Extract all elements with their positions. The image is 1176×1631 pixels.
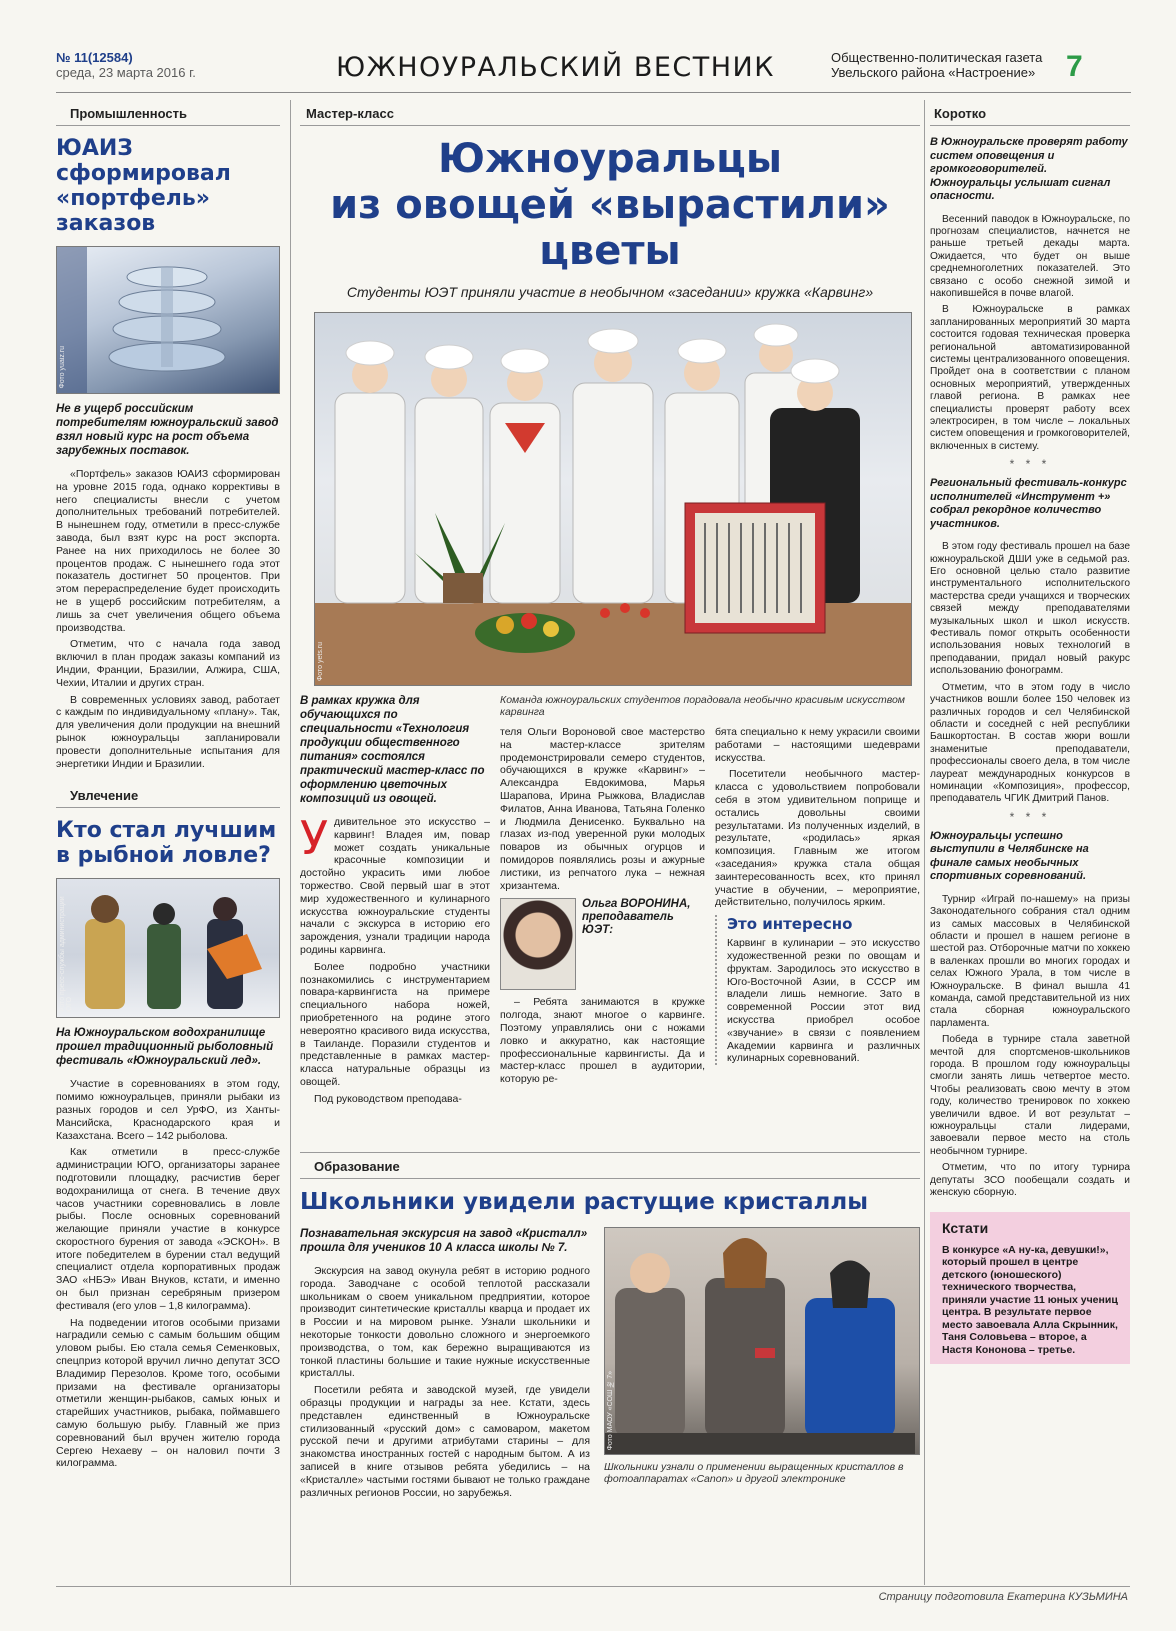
fishermen-illustration xyxy=(57,879,280,1017)
article-paragraph: Более подробно участники познакомились с инструментарием повара-карвингиста на примере специального набора ножей, приобретенного на родине этого невероятно красивого вида искусства, в Таиланде. Поразили студентов и представленные в рамках мастер-класса натуральные образцы из овощей. xyxy=(300,960,490,1088)
article-paragraph: Под руководством преподава- xyxy=(314,1092,462,1105)
article-paragraph: В современных условиях завод, работает с каждым по индивидуальному «плану». Так, для увеличения доли продукции на внешний рынок южноуральцы запланировали провести дополнительные испытания для энергетики Индии и Бразилии. xyxy=(56,693,280,770)
insulators-photo xyxy=(56,246,280,394)
schoolchildren-photo xyxy=(604,1227,920,1455)
article-paragraph: Участие в соревнованиях в этом году, помимо южноуральцев, приняли рыбаки из разных городов и сел УрФО, из Ханты-Мансийска, Краснодарского края и Казахстана. Всего – 142 рыболова. xyxy=(56,1078,280,1142)
brief-paragraph: В Южноуральске в рамках запланированных мероприятий 30 марта состоится годовая техническая проверка региональной автоматизированной системы централизованного оповещения. Пройдет она в соответствии с планом основных мероприятий, утвержденных главой региона. В рамках нее специалисты проверят работу всех электросирен, в том числе – локальных систем оповещения и громкоговорителей, включенных в систему. xyxy=(930,304,1130,452)
article-paragraph: Отметим, что с начала года завод включил в план продаж заказы компаний из Индии, Франции, Бразилии, Алжира, США, Чехии, Италии и других стран. xyxy=(56,638,280,689)
rubric-industry: Промышленность xyxy=(56,100,280,126)
publisher-line: Увельского района «Настроение» xyxy=(831,65,1036,80)
photo-credit: Фото МАОУ «СОШ № 7» xyxy=(607,1370,614,1450)
brief-lead: В Южноуральске проверят работу систем оповещения и громкоговорителей. Южноуральцы услышат сигнал опасности. xyxy=(930,136,1128,202)
issue-date: среда, 23 марта 2016 г. xyxy=(56,65,196,80)
rubric-hobby: Увлечение xyxy=(56,782,280,808)
carving-students-photo xyxy=(314,312,912,686)
brief-paragraph: Турнир «Играй по-нашему» на призы Законодательного собрания стал одним из самых массовых в Челябинской области и прошел в нашем регионе в шестой раз. Отборочные матчи по хоккею в валенках прошли во многих городах и селах Южного Урала, в том числе в Южноуральске. В финал вышла 41 команда, самой представительной из них стала сборная южноуральского парламента. xyxy=(930,893,1130,1029)
brief-paragraph: Весенний паводок в Южноуральске, по прогнозам специалистов, начнется не раньше третьей декады марта. Ожидается, что будет он выше среднемноголетних показателей. Это связано с особо снежной зимой и накопившейся в почве влагой. xyxy=(930,213,1130,299)
article-lead: Не в ущерб российским потребителям южноуральский завод взял новый курс на рост объема зарубежных поставок. xyxy=(56,403,279,457)
by-the-way-title: Кстати xyxy=(942,1219,989,1236)
photo-caption: Школьники узнали о применении выращенных кристаллов в фотоаппаратах «Canon» и другой электронике xyxy=(604,1461,904,1485)
fact-box xyxy=(715,915,920,1065)
article-headline: ЮАИЗ сформировал «портфель» заказов xyxy=(56,136,231,236)
fact-box-text: Карвинг в кулинарии – это искусство художественной резки по овощам и фруктам. Зародилось это искусство в Юго-Восточной Азии, в СССР им владели лишь немногие. Зато в современной России этот вид искусства приобрел особое «звучание» в связи с появлением Академии карвинга и различных кулинарных соревнований. xyxy=(727,937,920,1065)
rubric-brief: Коротко xyxy=(930,100,1130,126)
article-paragraph: Как отметили в пресс-службе администрации ЮГО, организаторы заранее подготовили площадку, расчистив берег водохранилища от снега. В течение двух часов участники соревновались в ловле рыбы. После основных соревнований желающие приняли участие в конкурсе скоростного бурения от завода «ЭСКОН». В итоге победителем в бурении стал ведущий специалист отдела корпоративных продаж ЗАО «НБЭ» Иван Внуков, кстати, и именно он был признан серебряным призером фестиваля (его улов – 1,8 килограмма). xyxy=(56,1146,280,1312)
article-lead: На Южноуральском водохранилище прошел традиционный рыболовный фестиваль «Южноуральский лед». xyxy=(56,1027,274,1068)
drop-cap: У xyxy=(300,811,329,865)
article-paragraph: Посетили ребята и заводской музей, где увидели образцы продукции и награды за нее. Кстати, здесь представлен единственный в Южноуральске стилизованный «русский дом» с самоваром, макетом русской печи и другими атрибутами старины – для знакомства иностранных гостей с народным бытом. А из записей в книге отзывов ребята убедились – на «Кристалле» частыми гостями бывают не только граждане различных регионов России, но зарубежья. xyxy=(300,1384,590,1499)
issue-number: № 11(12584) xyxy=(56,50,133,65)
column-divider xyxy=(924,100,925,1585)
publisher-info xyxy=(831,50,1042,80)
page-number: 7 xyxy=(1066,50,1083,83)
separator-stars: * * * xyxy=(1009,809,1051,824)
brief-paragraph: В этом году фестиваль прошел на базе южноуральской ДШИ уже в седьмой раз. Его основной целью стало развитие инструментального исполнительского мастерства среди учащихся и творческих связей между преподавателями музыкальных школ и школ искусств. Фестиваль помог открыть особенности использования новых технологий в преподавании, придал новый ракурс использованию фонограмм. xyxy=(930,541,1130,677)
rubric-education: Образование xyxy=(300,1152,920,1179)
main-headline-line: из овощей «вырастили» цветы xyxy=(330,182,890,274)
rubric-masterclass: Мастер-класс xyxy=(300,100,920,126)
brief-lead: Южноуральцы успешно выступили в Челябинске на финале самых необычных спортивных соревнований. xyxy=(930,829,1089,883)
column-divider xyxy=(290,100,291,1585)
brief-paragraph: Отметим, что в этом году в число участников вошли более 150 человек из различных городов и сел Челябинской области и соседней с ней республики Башкортостан. В состав жюри вошли знаменитые преподаватели, профессионалы своего дела, в том числе лауреат международных конкурсов в номинации «Композиция», профессор, преподаватель ЧГИК Дмитрий Панов. xyxy=(930,681,1130,805)
teacher-portrait xyxy=(500,898,576,990)
by-the-way-text: В конкурсе «А ну-ка, девушки!», который прошел в центре детского (юношеского) технического творчества, приняли участие 11 юных учениц центра. В результате первое место завоевала Алла Скрынник, Таня Соловьева – второе, а Настя Кононова – третье. xyxy=(942,1243,1118,1356)
brief-paragraph: Победа в турнире стала заветной мечтой для спортсменов-школьников города. В прошлом году южноуральцы смогли занять лишь четвертое место. Чтобы реализовать свою мечту в этом году, количество тренировок по хоккею увеличили вдвое. И вот результат – южноуральцы стали лидерами, завоевали первое место на столь необычном турнире. xyxy=(930,1034,1130,1157)
page-footer: Страницу подготовила Екатерина КУЗЬМИНА xyxy=(878,1591,1128,1603)
left-column xyxy=(56,100,280,1585)
article-paragraph: Удивительное это искусство – карвинг! Владея им, повар может создать уникальные красочные композиции и достойно украсить ими любое торжество. Свой первый шаг в этот мир художественного и кулинарного искусства южноуральские студенты начали с экскурса в историю его зарождения, узнали традиции народа родины карвинга. xyxy=(300,811,490,956)
by-the-way-box xyxy=(930,1212,1130,1365)
right-column xyxy=(930,100,1130,1585)
masthead xyxy=(56,46,1131,93)
students-in-chef-uniforms-illustration xyxy=(315,313,911,685)
education-headline: Школьники увидели растущие кристаллы xyxy=(300,1189,869,1215)
article-paragraph: бята специально к нему украсили своими работами – настоящими шедеврами искусства. xyxy=(715,726,920,764)
education-lead: Познавательная экскурсия на завод «Кристалл» прошла для учеников 10 А класса школы № 7. xyxy=(300,1228,588,1254)
quote-text: – Ребята занимаются в кружке полгода, знают многое о карвинге. Поэтому управлялись они с ножами ловко и аккуратно, как настоящие профессиональные карвингисты. Да и мастер-класс прошел в аудитории, которую ре- xyxy=(500,996,705,1086)
main-headline xyxy=(300,136,920,274)
article-paragraph: «Портфель» заказов ЮАИЗ сформирован на уровне 2015 года, однако коррективы в него специалисты внесли с учетом дополнительных требований потребителей. В нынешнем году, отметили в пресс-службе завода, был взят курс на рост экспорта. Ранее на них приходилось не более 30 процентов продаж. С нынешнего года этот показатель достигнет 50 процентов. При этом перераспределение будет происходить не в ущерб российским потребителям, а лишь за счет увеличения общего объема производства. xyxy=(56,468,280,634)
glass-insulators-illustration xyxy=(57,247,280,393)
article-paragraph: Посетители необычного мастер-класса с удовольствием попробовали себя в этом удивительном поприще и остались довольны своими результатами. Из полученных изделий, в результате, «родилась» яркая композиция. Главным же итогом «заседания» кружка стала общая заинтересованность всех, кто принял участие в обучении, – мероприятие, действительно, получилось ярким. xyxy=(715,768,920,909)
article-headline: Кто стал лучшим в рыбной ловле? xyxy=(56,818,277,869)
photo-credit: Фото yuaiz.ru xyxy=(59,346,66,389)
publisher-line: Общественно-политическая газета xyxy=(831,50,1043,65)
article-paragraph: теля Ольги Вороновой свое мастерство на мастер-классе зрителям продемонстрировали семеро студентов, обучающихся в кружке «Карвинг» – Александра Евдокимова, Марья Шарапова, Ирина Рыжкова, Владислав Филатов, Анна Иванова, Татьяна Голенко и Людмила Денисенко. Буквально на глазах из-под уверенной руки молодых поваров из обычных огурцов и помидоров появлялись розы и ажурные листики, из репчатого лука – нежная хризантема. xyxy=(500,726,705,892)
fact-box-title: Это интересно xyxy=(727,915,853,934)
footer-rule xyxy=(56,1586,1130,1587)
middle-column xyxy=(300,100,920,1585)
main-headline-line: Южноуральцы xyxy=(438,136,782,182)
article-paragraph: Экскурсия на завод окунула ребят в историю родного города. Заводчане с особой теплотой рассказали школьникам о своем уникальном предприятии, которое производит синтетические кристаллы кварца и продает их в России и на мировом рынке. Узнали школьники и некоторые тонкости довольно сложного и энергоемкого производства, о том, как бережно выращиваются из тонкой пластины большие и такие нужные искусственные кристаллы. xyxy=(300,1265,590,1380)
brief-lead: Региональный фестиваль-конкурс исполнителей «Инструмент +» собрал рекордное количество участников. xyxy=(930,477,1127,530)
fishing-festival-photo xyxy=(56,878,280,1018)
paper-name: ЮЖНОУРАЛЬСКИЙ ВЕСТНИК xyxy=(336,52,775,83)
brief-paragraph: Отметим, что по итогу турнира депутаты ЗСО пообещали создать и женскую сборную. xyxy=(930,1162,1130,1199)
main-subtitle: Студенты ЮЭТ приняли участие в необычном «заседании» кружка «Карвинг» xyxy=(346,284,874,300)
photo-credit: Фото yets.ru xyxy=(317,641,324,681)
photo-credit: Фото пресс-службы администрации ЮГО xyxy=(59,896,73,1014)
photo-caption: Команда южноуральских студентов порадовала необычно красивым искусством карвинга xyxy=(500,694,905,718)
article-paragraph: На подведении итогов особыми призами наградили семью с самым большим общим уловом рыбы. Ею стала семья Семенковых, спецприз которой вручил лично депутат ЗСО Владимир Перезолов. Кроме того, особыми призами на фестивале организаторы отметили женщин-рыбаков, самых юных и старейших участников, рыбака, поймавшего самую большую рыбу. Главный же приз соревнований был вручен жителю города Сергею Нехаеву – он наловил почти 3 килограмма. xyxy=(56,1316,280,1470)
separator-stars: * * * xyxy=(1009,457,1051,472)
students-at-factory-illustration xyxy=(605,1228,915,1454)
quote-author: Ольга ВОРОНИНА, преподаватель ЮЭТ: xyxy=(582,898,691,937)
main-lead: В рамках кружка для обучающихся по специальности «Технология продукции общественного питания» состоялся практический мастер-класс по оформлению цветочных композиций из овощей. xyxy=(300,695,485,805)
